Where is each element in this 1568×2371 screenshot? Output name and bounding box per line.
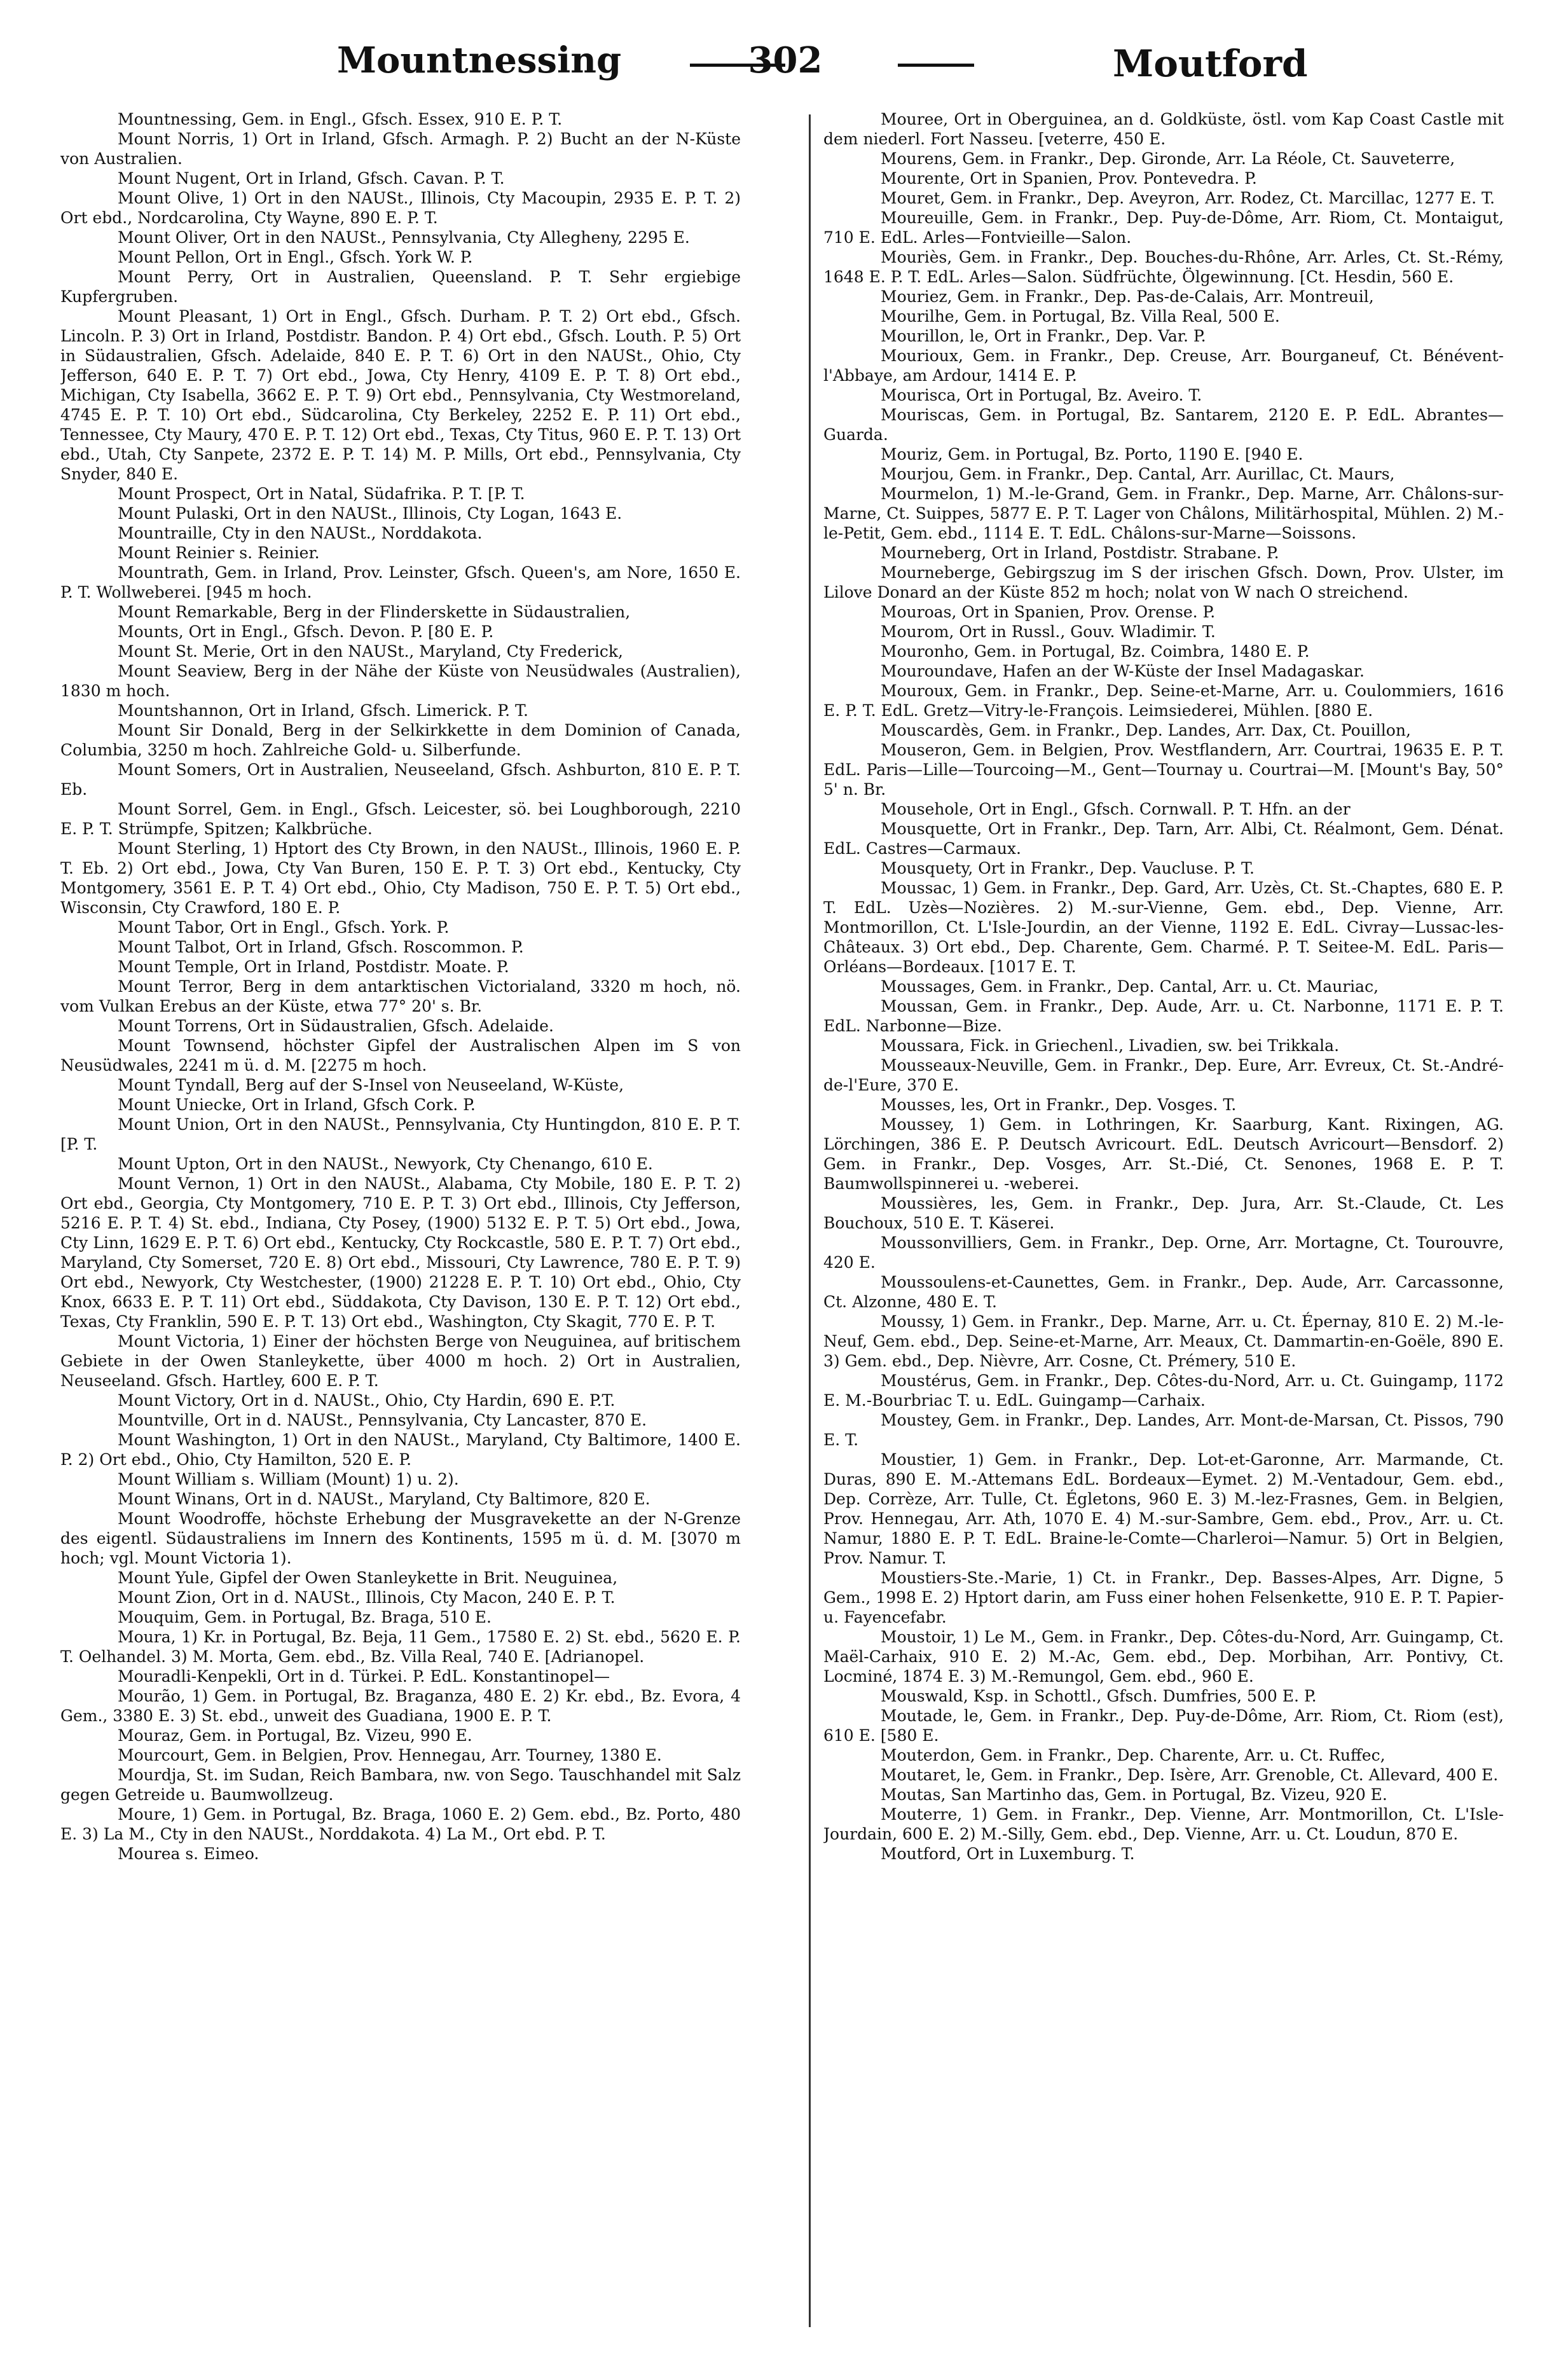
gazetteer-entry: Mourens, Gem. in Frankr., Dep. Gironde, Arr. La Réole, Ct. Sauveterre, — [881, 149, 1455, 168]
gazetteer-entry: Mount Seaview, Berg in der Nähe der Küste von Neusüdwales (Australien), 1830 m hoch. — [60, 662, 741, 700]
gazetteer-entry: Mouroas, Ort in Spanien, Prov. Orense. P. — [881, 603, 1216, 621]
gazetteer-entry: Mourisca, Ort in Portugal, Bz. Aveiro. T. — [881, 386, 1202, 404]
gazetteer-entry: Moussoulens-et-Caunettes, Gem. in Frankr., Dep. Aude, Arr. Carcassonne, Ct. Alzonne, 480 E. T. — [823, 1273, 1504, 1311]
gazetteer-entry: Mourilhe, Gem. in Portugal, Bz. Villa Real, 500 E. — [881, 307, 1280, 326]
gazetteer-entry: Mount Sorrel, Gem. in Engl., Gfsch. Leicester, sö. bei Loughborough, 2210 E. P. T. Strümpfe, Spitzen; Kalkbrüche. — [60, 800, 741, 838]
gazetteer-entry: Moussy, 1) Gem. in Frankr., Dep. Marne, Arr. u. Ct. Épernay, 810 E. 2) M.-le-Neuf, Gem. ebd., Dep. Seine-et-Marne, Arr. Meaux, Ct. Dammartin-en-Goële, 890 E. 3) Gem. ebd., Dep. Nièvre, Arr. Cosne, Ct. Prémery, 510 E. — [823, 1312, 1504, 1370]
gazetteer-entry: Moussara, Fick. in Griechenl., Livadien, sw. bei Trikkala. — [881, 1036, 1340, 1055]
gazetteer-entry: Mount Union, Ort in den NAUSt., Pennsylvania, Cty Huntingdon, 810 E. P. T. [P. T. — [60, 1115, 741, 1153]
gazetteer-entry: Moustey, Gem. in Frankr., Dep. Landes, Arr. Mont-de-Marsan, Ct. Pissos, 790 E. T. — [823, 1411, 1504, 1449]
gazetteer-entry: Mountnessing, Gem. in Engl., Gfsch. Essex, 910 E. P. T. — [118, 110, 563, 128]
gazetteer-entry: Mount Upton, Ort in den NAUSt., Newyork, Cty Chenango, 610 E. — [118, 1155, 653, 1173]
gazetteer-entry: Mouret, Gem. in Frankr., Dep. Aveyron, Arr. Rodez, Ct. Marcillac, 1277 E. T. — [881, 189, 1495, 207]
gazetteer-entry: Mount Pleasant, 1) Ort in Engl., Gfsch. Durham. P. T. 2) Ort ebd., Gfsch. Lincoln. P. 3) Ort in Irland, Postdistr. Bandon. P. 4) Ort ebd., Gfsch. Louth. P. 5) Ort in Südaustralien, Gfsch. Adelaide, 840 E. P. T. 6) Ort in den NAUSt., Ohio, Cty Jefferson, 640 E. P. T. 7) Ort ebd., Jowa, Cty Henry, 4109 E. P. T. 8) Ort ebd., Michigan, Cty Isabella, 3662 E. P. T. 9) Ort ebd., Pennsylvania, Cty Westmoreland, 4745 E. P. T. 10) Ort ebd., Südcarolina, Cty Berkeley, 2252 E. P. 11) Ort ebd., Tennessee, Cty Maury, 470 E. P. T. 12) Ort ebd., Texas, Cty Titus, 960 E. P. T. 13) Ort ebd., Utah, Cty Sanpete, 2372 E. P. T. 14) M. P. Mills, Ort ebd., Pennsylvania, Cty Snyder, 840 E. — [60, 307, 741, 483]
page-number: 302 — [748, 39, 823, 81]
gazetteer-entry: Moureuille, Gem. in Frankr., Dep. Puy-de-Dôme, Arr. Riom, Ct. Montaigut, 710 E. EdL. Arles—Fontvieille—Salon. — [823, 209, 1504, 247]
gazetteer-entry: Mount Victoria, 1) Einer der höchsten Berge von Neuguinea, auf britischem Gebiete in der Owen Stanleykette, über 4000 m hoch. 2) Ort in Australien, Neuseeland. Gfsch. Hartley, 600 E. P. T. — [60, 1332, 741, 1390]
running-head-left: Mountnessing — [337, 39, 622, 81]
gazetteer-entry: Mourom, Ort in Russl., Gouv. Wladimir. T. — [881, 622, 1216, 641]
gazetteer-entry: Mount Reinier s. Reinier. — [118, 544, 320, 562]
gazetteer-entry: Mourjou, Gem. in Frankr., Dep. Cantal, Arr. Aurillac, Ct. Maurs, — [881, 465, 1395, 483]
gazetteer-entry: Mouterre, 1) Gem. in Frankr., Dep. Vienne, Arr. Montmorillon, Ct. L'Isle-Jourdain, 600 E. 2) M.-Silly, Gem. ebd., Dep. Vienne, Arr. u. Ct. Loudun, 870 E. — [823, 1805, 1504, 1843]
gazetteer-entry: Mount Victory, Ort in d. NAUSt., Ohio, Cty Hardin, 690 E. P.T. — [118, 1391, 616, 1410]
right-column — [823, 109, 1504, 2354]
gazetteer-entry: Mouseron, Gem. in Belgien, Prov. Westflandern, Arr. Courtrai, 19635 E. P. T. EdL. Paris—Lille—Tourcoing—M., Gent—Tournay u. Courtrai—M. [Mount's Bay, 50° 5' n. Br. — [823, 741, 1504, 799]
gazetteer-entry: Mouriès, Gem. in Frankr., Dep. Bouches-du-Rhône, Arr. Arles, Ct. St.-Rémy, 1648 E. P. T. EdL. Arles—Salon. Südfrüchte, Ölgewinnung. [Ct. Hesdin, 560 E. — [823, 248, 1504, 286]
gazetteer-entry: Mount Prospect, Ort in Natal, Südafrika. P. T. [P. T. — [118, 485, 525, 503]
gazetteer-entry: Mouscardès, Gem. in Frankr., Dep. Landes, Arr. Dax, Ct. Pouillon, — [881, 721, 1411, 739]
gazetteer-entry: Moussac, 1) Gem. in Frankr., Dep. Gard, Arr. Uzès, Ct. St.-Chaptes, 680 E. P. T. EdL. Uzès—Nozières. 2) M.-sur-Vienne, Gem. ebd., Dep. Vienne, Arr. Montmorillon, Ct. L'Isle-Jourdin, an der Vienne, 1192 E. EdL. Civray—Lussac-les-Châteaux. 3) Ort ebd., Dep. Charente, Gem. Charmé. P. T. Seitee-M. EdL. Paris—Orléans—Bordeaux. [1017 E. T. — [823, 879, 1504, 976]
gazetteer-entry: Moutade, le, Gem. in Frankr., Dep. Puy-de-Dôme, Arr. Riom, Ct. Riom (est), 610 E. [580 E. — [823, 1707, 1504, 1745]
gazetteer-entry: Mousehole, Ort in Engl., Gfsch. Cornwall. P. T. Hfn. an der — [881, 800, 1351, 818]
gazetteer-entry: Mourdja, St. im Sudan, Reich Bambara, nw. von Sego. Tauschhandel mit Salz gegen Getreide u. Baumwollzeug. — [60, 1766, 741, 1804]
gazetteer-entry: Mount Temple, Ort in Irland, Postdistr. Moate. P. — [118, 958, 509, 976]
gazetteer-entry: Mourente, Ort in Spanien, Prov. Pontevedra. P. — [881, 169, 1257, 188]
gazetteer-entry: Mount Pulaski, Ort in den NAUSt., Illinois, Cty Logan, 1643 E. — [118, 504, 622, 523]
gazetteer-entry: Mousquety, Ort in Frankr., Dep. Vaucluse. P. T. — [881, 859, 1255, 877]
gazetteer-entry: Moustier, 1) Gem. in Frankr., Dep. Lot-et-Garonne, Arr. Marmande, Ct. Duras, 890 E. M.-Attemans EdL. Bordeaux—Eymet. 2) M.-Ventadour, Gem. ebd., Dep. Corrèze, Arr. Tulle, Ct. Égletons, 960 E. 3) M.-lez-Frasnes, Gem. in Belgien, Prov. Hennegau, Arr. Ath, 1070 E. 4) M.-sur-Sambre, Gem. ebd., Prov., Arr. u. Ct. Namur, 1880 E. P. T. EdL. Braine-le-Comte—Charleroi—Namur. 5) Ort in Belgien, Prov. Namur. T. — [823, 1450, 1504, 1567]
gazetteer-entry: Mousquette, Ort in Frankr., Dep. Tarn, Arr. Albi, Ct. Réalmont, Gem. Dénat. EdL. Castres—Carmaux. — [823, 820, 1504, 858]
gazetteer-entry: Mouree, Ort in Oberguinea, an d. Goldküste, östl. vom Kap Coast Castle mit dem niederl. Fort Nasseu. [veterre, 450 E. — [823, 110, 1504, 148]
gazetteer-entry: Mount Talbot, Ort in Irland, Gfsch. Roscommon. P. — [118, 938, 524, 956]
gazetteer-entry: Mouquim, Gem. in Portugal, Bz. Braga, 510 E. — [118, 1608, 492, 1626]
gazetteer-entry: Mount Townsend, höchster Gipfel der Australischen Alpen im S von Neusüdwales, 2241 m ü. d. M. [2275 m hoch. — [60, 1036, 741, 1075]
running-head-right: Moutford — [1113, 42, 1308, 85]
gazetteer-entry: Moussières, les, Gem. in Frankr., Dep. Jura, Arr. St.-Claude, Ct. Les Bouchoux, 510 E. T. Käserei. — [823, 1194, 1504, 1232]
gazetteer-entry: Mount St. Merie, Ort in den NAUSt., Maryland, Cty Frederick, — [118, 642, 623, 661]
gazetteer-entry: Moutford, Ort in Luxemburg. T. — [881, 1845, 1135, 1863]
gazetteer-entry: Mount Washington, 1) Ort in den NAUSt., Maryland, Cty Baltimore, 1400 E. P. 2) Ort ebd., Ohio, Cty Hamilton, 520 E. P. — [60, 1431, 741, 1469]
gazetteer-entry: Mount Pellon, Ort in Engl., Gfsch. York W. P. — [118, 248, 473, 266]
gazetteer-entry: Mount Oliver, Ort in den NAUSt., Pennsylvania, Cty Allegheny, 2295 E. — [118, 228, 690, 247]
gazetteer-entry: Mount Tyndall, Berg auf der S-Insel von Neuseeland, W-Küste, — [118, 1076, 624, 1094]
gazetteer-entry: Mountrath, Gem. in Irland, Prov. Leinster, Gfsch. Queen's, am Nore, 1650 E. P. T. Wollweberei. [945 m hoch. — [60, 563, 741, 601]
gazetteer-entry: Mount Nugent, Ort in Irland, Gfsch. Cavan. P. T. — [118, 169, 505, 188]
gazetteer-entry: Moutas, San Martinho das, Gem. in Portugal, Bz. Vizeu, 920 E. — [881, 1785, 1387, 1804]
gazetteer-entry: Mourneberge, Gebirgszug im S der irischen Gfsch. Down, Prov. Ulster, im Lilove Donard an der Küste 852 m hoch; nolat von W nach O streichend. — [823, 563, 1504, 601]
gazetteer-entry: Mousses, les, Ort in Frankr., Dep. Vosges. T. — [881, 1096, 1237, 1114]
gazetteer-entry: Mountville, Ort in d. NAUSt., Pennsylvania, Cty Lancaster, 870 E. — [118, 1411, 647, 1429]
gazetteer-entry: Moussan, Gem. in Frankr., Dep. Aude, Arr. u. Ct. Narbonne, 1171 E. P. T. EdL. Narbonne—Bize. — [823, 997, 1504, 1035]
gazetteer-entry: Mount Perry, Ort in Australien, Queensland. P. T. Sehr ergiebige Kupfergruben. — [60, 268, 741, 306]
gazetteer-entry: Mourioux, Gem. in Frankr., Dep. Creuse, Arr. Bourganeuf, Ct. Bénévent-l'Abbaye, am Ardour, 1414 E. P. — [823, 347, 1504, 385]
gazetteer-entry: Mount Tabor, Ort in Engl., Gfsch. York. P. — [118, 918, 450, 937]
gazetteer-entry: Mounts, Ort in Engl., Gfsch. Devon. P. [80 E. P. — [118, 622, 494, 641]
gazetteer-entry: Mount William s. William (Mount) 1) u. 2). — [118, 1470, 459, 1488]
gazetteer-entry: Moura, 1) Kr. in Portugal, Bz. Beja, 11 Gem., 17580 E. 2) St. ebd., 5620 E. P. T. Oelhandel. 3) M. Morta, Gem. ebd., Bz. Villa Real, 740 E. [Adrianopel. — [60, 1628, 741, 1666]
gazetteer-entry: Mouroundave, Hafen an der W-Küste der Insel Madagaskar. — [881, 662, 1365, 680]
gazetteer-entry: Moussey, 1) Gem. in Lothringen, Kr. Saarburg, Kant. Rixingen, AG. Lörchingen, 386 E. P. Deutsch Avricourt. EdL. Deutsch Avricourt—Bensdorf. 2) Gem. in Frankr., Dep. Vosges, Arr. St.-Dié, Ct. Senones, 1968 E. P. T. Baumwollspinnerei u. -weberei. — [823, 1115, 1504, 1193]
left-column — [60, 109, 741, 2354]
gazetteer-entry: Moustérus, Gem. in Frankr., Dep. Côtes-du-Nord, Arr. u. Ct. Guingamp, 1172 E. M.-Bourbriac T. u. EdL. Guingamp—Carhaix. — [823, 1371, 1504, 1410]
gazetteer-entry: Mount Olive, 1) Ort in den NAUSt., Illinois, Cty Macoupin, 2935 E. P. T. 2) Ort ebd., Nordcarolina, Cty Wayne, 890 E. P. T. — [60, 189, 741, 227]
gazetteer-entry: Moussages, Gem. in Frankr., Dep. Cantal, Arr. u. Ct. Mauriac, — [881, 977, 1379, 996]
gazetteer-entry: Mouriscas, Gem. in Portugal, Bz. Santarem, 2120 E. P. EdL. Abrantes—Guarda. — [823, 406, 1504, 444]
gazetteer-entry: Mourillon, le, Ort in Frankr., Dep. Var. P. — [881, 327, 1206, 345]
gazetteer-entry: Moustoir, 1) Le M., Gem. in Frankr., Dep. Côtes-du-Nord, Arr. Guingamp, Ct. Maël-Carhaix, 910 E. 2) M.-Ac, Gem. ebd., Dep. Morbihan, Arr. Pontivy, Ct. Locminé, 1874 E. 3) M.-Remungol, Gem. ebd., 960 E. — [823, 1628, 1504, 1686]
gazetteer-entry: Mount Vernon, 1) Ort in den NAUSt., Alabama, Cty Mobile, 180 E. P. T. 2) Ort ebd., Georgia, Cty Montgomery, 710 E. P. T. 3) Ort ebd., Illinois, Cty Jefferson, 5216 E. P. T. 4) St. ebd., Indiana, Cty Posey, (1900) 5132 E. P. T. 5) Ort ebd., Jowa, Cty Linn, 1629 E. P. T. 6) Ort ebd., Kentucky, Cty Rockcastle, 580 E. P. T. 7) Ort ebd., Maryland, Cty Somerset, 720 E. 8) Ort ebd., Missouri, Cty Lawrence, 780 E. P. T. 9) Ort ebd., Newyork, Cty Westchester, (1900) 21228 E. P. T. 10) Ort ebd., Ohio, Cty Knox, 6633 E. P. T. 11) Ort ebd., Süddakota, Cty Davison, 130 E. P. T. 12) Ort ebd., Texas, Cty Franklin, 590 E. P. T. 13) Ort ebd., Washington, Cty Skagit, 770 E. P. T. — [60, 1174, 741, 1331]
gazetteer-entry: Mourmelon, 1) M.-le-Grand, Gem. in Frankr., Dep. Marne, Arr. Châlons-sur-Marne, Ct. Suippes, 5877 E. P. T. Lager von Châlons, Militärhospital, Mühlen. 2) M.-le-Petit, Gem. ebd., 1114 E. T. EdL. Châlons-sur-Marne—Soissons. — [823, 485, 1504, 542]
gazetteer-entry: Mount Winans, Ort in d. NAUSt., Maryland, Cty Baltimore, 820 E. — [118, 1490, 650, 1508]
gazetteer-entry: Moutaret, le, Gem. in Frankr., Dep. Isère, Arr. Grenoble, Ct. Allevard, 400 E. — [881, 1766, 1499, 1784]
gazetteer-entry: Mount Yule, Gipfel der Owen Stanleykette in Brit. Neuguinea, — [118, 1569, 618, 1587]
gazetteer-entry: Mount Somers, Ort in Australien, Neuseeland, Gfsch. Ashburton, 810 E. P. T. Eb. — [60, 760, 741, 799]
gazetteer-entry: Mountraille, Cty in den NAUSt., Norddakota. — [118, 524, 483, 542]
gazetteer-entry: Mountshannon, Ort in Irland, Gfsch. Limerick. P. T. — [118, 701, 528, 720]
gazetteer-entry: Moustiers-Ste.-Marie, 1) Ct. in Frankr., Dep. Basses-Alpes, Arr. Digne, 5 Gem., 1998 E. 2) Hptort darin, am Fuss einer hohen Felsenkette, 910 E. P. T. Papier- u. Fayencefabr. — [823, 1569, 1504, 1626]
gazetteer-entry: Mouraz, Gem. in Portugal, Bz. Vizeu, 990 E. — [118, 1726, 472, 1745]
gazetteer-entry: Mouronho, Gem. in Portugal, Bz. Coimbra, 1480 E. P. — [881, 642, 1310, 661]
gazetteer-entry: Mount Torrens, Ort in Südaustralien, Gfsch. Adelaide. — [118, 1017, 554, 1035]
gazetteer-entry: Mourão, 1) Gem. in Portugal, Bz. Braganza, 480 E. 2) Kr. ebd., Bz. Evora, 4 Gem., 3380 E. 3) St. ebd., unweit des Guadiana, 1900 E. P. T. — [60, 1687, 741, 1725]
gazetteer-entry: Mount Norris, 1) Ort in Irland, Gfsch. Armagh. P. 2) Bucht an der N-Küste von Australien. — [60, 130, 741, 168]
page-header — [0, 0, 1568, 102]
gazetteer-entry: Mount Woodroffe, höchste Erhebung der Musgravekette an der N-Grenze des eigentl. Südaustraliens im Innern des Kontinents, 1595 m ü. d. M. [3070 m hoch; vgl. Mount Victoria 1). — [60, 1509, 741, 1567]
gazetteer-entry: Moussonvilliers, Gem. in Frankr., Dep. Orne, Arr. Mortagne, Ct. Tourouvre, 420 E. — [823, 1234, 1504, 1272]
gazetteer-entry: Mouriz, Gem. in Portugal, Bz. Porto, 1190 E. [940 E. — [881, 445, 1303, 464]
gazetteer-entry: Mourea s. Eimeo. — [118, 1845, 259, 1863]
gazetteer-entry: Mount Uniecke, Ort in Irland, Gfsch Cork. P. — [118, 1096, 476, 1114]
gazetteer-entry: Mount Sterling, 1) Hptort des Cty Brown, in den NAUSt., Illinois, 1960 E. P. T. Eb. 2) Ort ebd., Jowa, Cty Van Buren, 150 E. P. T. 3) Ort ebd., Kentucky, Cty Montgomery, 3561 E. P. T. 4) Ort ebd., Ohio, Cty Madison, 750 E. P. T. 5) Ort ebd., Wisconsin, Cty Crawford, 180 E. P. — [60, 839, 741, 917]
column-divider — [809, 114, 811, 2327]
gazetteer-entry: Mount Sir Donald, Berg in der Selkirkkette in dem Dominion of Canada, Columbia, 3250 m hoch. Zahlreiche Gold- u. Silberfunde. — [60, 721, 741, 759]
gazetteer-entry: Mount Remarkable, Berg in der Flinderskette in Südaustralien, — [118, 603, 631, 621]
gazetteer-entry: Mouswald, Ksp. in Schottl., Gfsch. Dumfries, 500 E. P. — [881, 1687, 1317, 1705]
gazetteer-entry: Mouriez, Gem. in Frankr., Dep. Pas-de-Calais, Arr. Montreuil, — [881, 287, 1374, 306]
gazetteer-entry: Moure, 1) Gem. in Portugal, Bz. Braga, 1060 E. 2) Gem. ebd., Bz. Porto, 480 E. 3) La M., Cty in den NAUSt., Norddakota. 4) La M., Ort ebd. P. T. — [60, 1805, 741, 1843]
gazetteer-entry: Mourcourt, Gem. in Belgien, Prov. Hennegau, Arr. Tourney, 1380 E. — [118, 1746, 662, 1764]
gazetteer-entry: Mouradli-Kenpekli, Ort in d. Türkei. P. EdL. Konstantinopel— — [118, 1667, 610, 1686]
gazetteer-entry: Mourneberg, Ort in Irland, Postdistr. Strabane. P. — [881, 544, 1279, 562]
gazetteer-entry: Mount Zion, Ort in d. NAUSt., Illinois, Cty Macon, 240 E. P. T. — [118, 1588, 616, 1607]
gazetteer-entry: Mousseaux-Neuville, Gem. in Frankr., Dep. Eure, Arr. Evreux, Ct. St.-André-de-l'Eure, 370 E. — [823, 1056, 1504, 1094]
header-rule-right — [898, 64, 974, 67]
gazetteer-entry: Mouroux, Gem. in Frankr., Dep. Seine-et-Marne, Arr. u. Coulommiers, 1616 E. P. T. EdL. Gretz—Vitry-le-François. Leimsiederei, Mühlen. [880 E. — [823, 682, 1504, 720]
gazetteer-entry: Mount Terror, Berg in dem antarktischen Victorialand, 3320 m hoch, nö. vom Vulkan Erebus an der Küste, etwa 77° 20' s. Br. — [60, 977, 741, 1015]
gazetteer-entry: Mouterdon, Gem. in Frankr., Dep. Charente, Arr. u. Ct. Ruffec, — [881, 1746, 1386, 1764]
